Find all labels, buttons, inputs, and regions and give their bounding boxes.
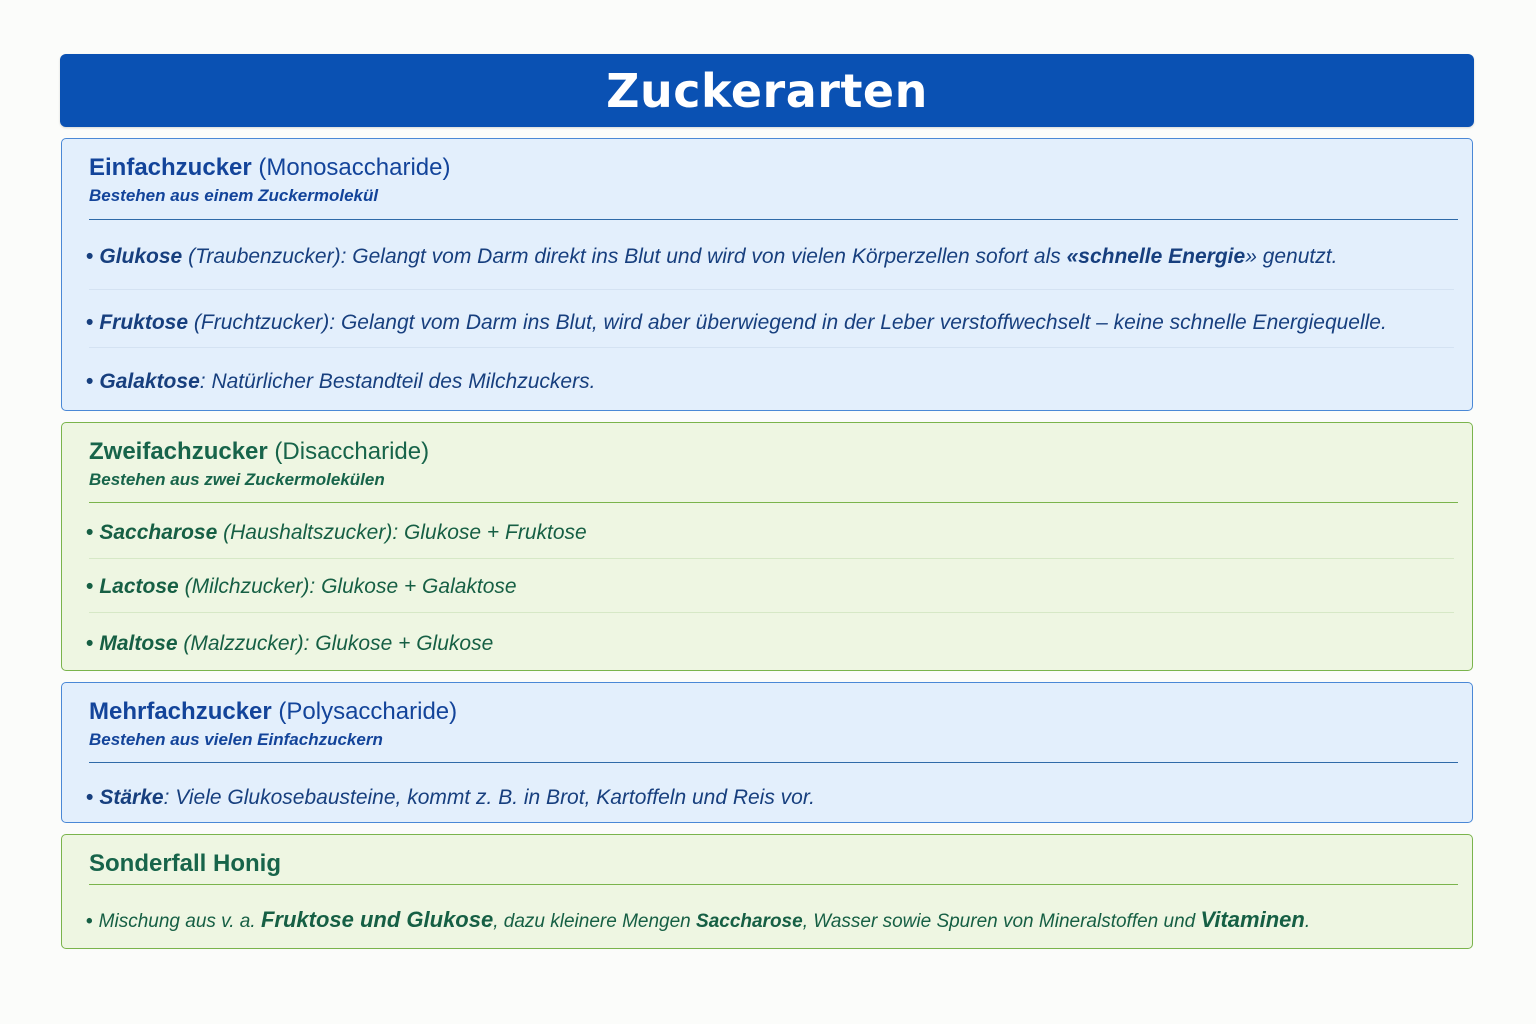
section-disaccharide bbox=[61, 422, 1473, 671]
title-banner bbox=[60, 54, 1474, 127]
item-text: : Glukose + Fruktose bbox=[392, 521, 587, 544]
item-paren: (Fruchtzucker) bbox=[193, 311, 330, 334]
item-highlight: Fruktose und Glukose bbox=[260, 907, 494, 932]
bullet-icon: • bbox=[86, 575, 94, 598]
section-header bbox=[89, 437, 429, 491]
section-heading-paren: (Disaccharide) bbox=[274, 438, 430, 465]
item-highlight: Vitaminen bbox=[1200, 907, 1305, 932]
list-item-staerke bbox=[86, 784, 1454, 812]
bullet-icon: • bbox=[86, 521, 94, 544]
item-term: Galaktose bbox=[99, 370, 200, 393]
list-item-fruktose bbox=[86, 309, 1454, 337]
section-heading-paren: (Polysaccharide) bbox=[278, 698, 458, 725]
item-text: Gelangt vom Darm direkt ins Blut und wird von vielen Körperzellen sofort als bbox=[352, 245, 1061, 268]
list-item-saccharose bbox=[86, 519, 1454, 547]
section-divider bbox=[89, 219, 1458, 220]
list-item-lactose bbox=[86, 573, 1454, 601]
item-term: Glukose bbox=[99, 245, 183, 268]
item-text: Natürlicher Bestandteil des Milchzuckers. bbox=[211, 370, 596, 393]
item-text: : Glukose + Galaktose bbox=[309, 575, 517, 598]
section-divider bbox=[89, 502, 1458, 503]
item-text: , dazu kleinere Mengen bbox=[493, 911, 691, 932]
section-heading: Sonderfall Honig bbox=[89, 850, 281, 877]
section-divider bbox=[89, 884, 1458, 885]
item-paren: (Traubenzucker) bbox=[188, 245, 341, 268]
section-heading: Zweifachzucker bbox=[89, 438, 268, 465]
item-highlight: «schnelle Energie bbox=[1066, 245, 1246, 268]
item-highlight: Saccharose bbox=[696, 911, 803, 932]
item-colon: : bbox=[340, 245, 347, 268]
item-separator bbox=[89, 558, 1454, 559]
list-item-maltose bbox=[86, 630, 1454, 658]
item-paren: (Milchzucker) bbox=[184, 575, 310, 598]
section-subtitle: Bestehen aus vielen Einfachzuckern bbox=[89, 730, 383, 749]
section-header bbox=[89, 153, 451, 207]
section-subtitle: Bestehen aus zwei Zuckermolekülen bbox=[89, 470, 385, 489]
bullet-icon: • bbox=[86, 911, 93, 932]
page-title: Zuckerarten bbox=[606, 63, 928, 118]
list-item-glukose bbox=[86, 243, 1454, 271]
bullet-icon: • bbox=[86, 632, 94, 655]
item-term: Maltose bbox=[99, 632, 178, 655]
item-colon: : bbox=[163, 786, 170, 809]
item-term: Stärke bbox=[99, 786, 164, 809]
item-colon: : bbox=[199, 370, 206, 393]
item-term: Saccharose bbox=[99, 521, 218, 544]
list-item-honig bbox=[86, 906, 1454, 936]
item-separator bbox=[89, 612, 1454, 613]
item-text: . bbox=[1304, 911, 1311, 932]
section-title bbox=[89, 153, 451, 183]
bullet-icon: • bbox=[86, 311, 94, 334]
section-header bbox=[89, 849, 281, 879]
bullet-icon: • bbox=[86, 786, 94, 809]
bullet-icon: • bbox=[86, 370, 94, 393]
item-text: , Wasser sowie Spuren von Mineralstoffen und bbox=[802, 911, 1196, 932]
item-text: Mischung aus v. a. bbox=[98, 911, 256, 932]
item-paren: (Haushaltszucker) bbox=[223, 521, 393, 544]
list-item-galaktose bbox=[86, 368, 1454, 396]
item-tail: » genutzt. bbox=[1245, 245, 1338, 268]
section-divider bbox=[89, 762, 1458, 763]
item-separator bbox=[89, 347, 1454, 348]
section-heading-paren: (Monosaccharide) bbox=[258, 154, 451, 181]
item-text: : Glukose + Glukose bbox=[303, 632, 494, 655]
item-term: Fruktose bbox=[99, 311, 189, 334]
section-honey bbox=[61, 834, 1473, 949]
section-heading: Einfachzucker bbox=[89, 154, 252, 181]
section-title bbox=[89, 697, 457, 727]
item-colon: : bbox=[329, 311, 336, 334]
section-header bbox=[89, 697, 457, 751]
section-monosaccharide bbox=[61, 138, 1473, 411]
section-heading: Mehrfachzucker bbox=[89, 698, 272, 725]
section-polysaccharide bbox=[61, 682, 1473, 823]
item-paren: (Malzzucker) bbox=[183, 632, 304, 655]
item-text: Gelangt vom Darm ins Blut, wird aber überwiegend in der Leber verstoffwechselt – keine schnelle Energiequelle. bbox=[340, 311, 1387, 334]
item-text: Viele Glukosebausteine, kommt z. B. in Brot, Kartoffeln und Reis vor. bbox=[175, 786, 815, 809]
section-title bbox=[89, 437, 429, 467]
section-subtitle: Bestehen aus einem Zuckermolekül bbox=[89, 186, 379, 205]
bullet-icon: • bbox=[86, 245, 94, 268]
item-separator bbox=[89, 289, 1454, 290]
item-term: Lactose bbox=[99, 575, 179, 598]
section-title bbox=[89, 849, 281, 879]
